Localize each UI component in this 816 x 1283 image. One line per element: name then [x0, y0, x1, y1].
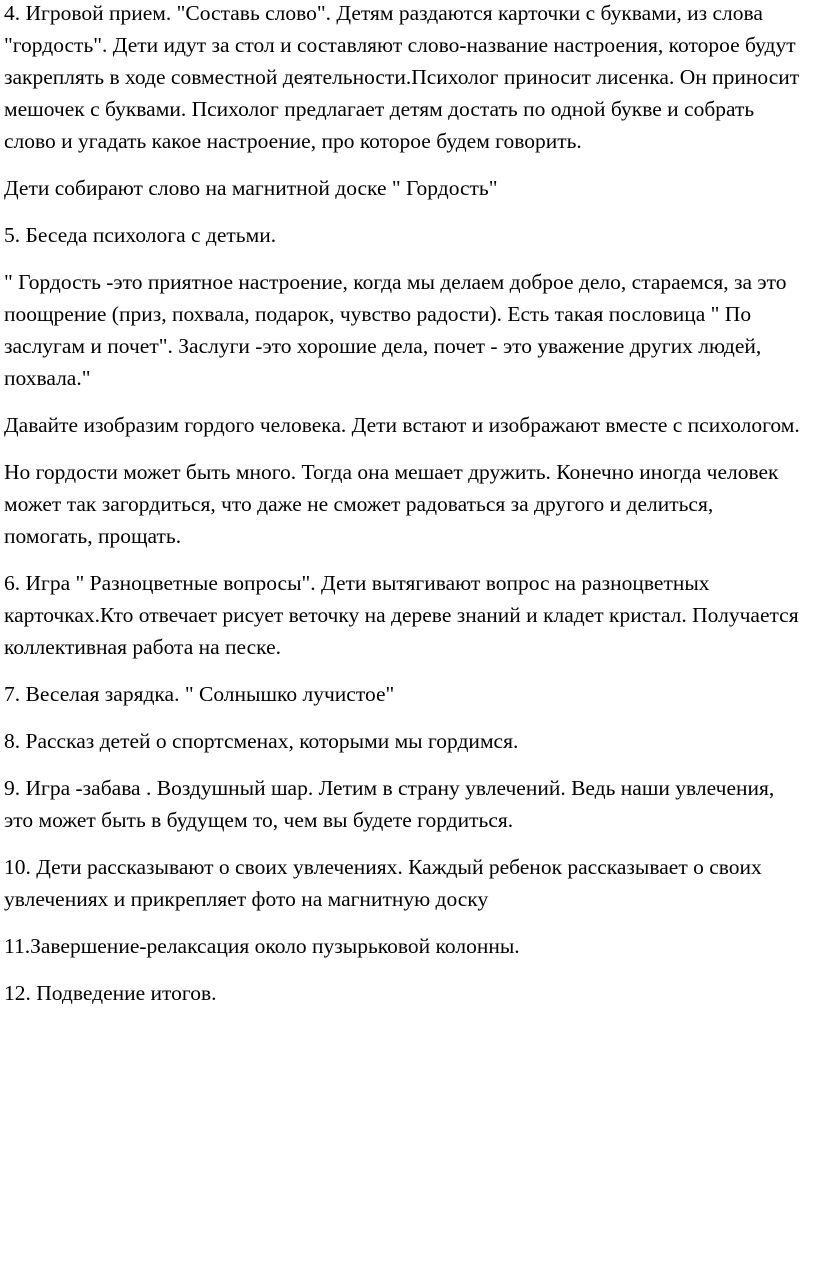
paragraph-too-much-pride: Но гордости может быть много. Тогда она мешает дружить. Конечно иногда человек может так загордиться, что даже не сможет радоваться за другого и делиться, помогать, прощать. [4, 460, 779, 548]
paragraph-athletes-story: 8. Рассказ детей о спортсменах, которыми мы гордимся. [4, 729, 519, 753]
paragraph-pride-definition: " Гордость -это приятное настроение, когда мы делаем доброе дело, стараемся, за это поощрение (приз, похвала, подарок, чувство радости). Есть такая пословица " По заслугам и почет". Заслуги -это хорошие дела, почет - это уважение других людей, похвала." [4, 270, 787, 390]
paragraph-balloon-game: 9. Игра -забава . Воздушный шар. Летим в страну увлечений. Ведь наши увлечения, это может быть в будущем то, чем вы будете гордиться. [4, 776, 775, 832]
paragraph-fun-exercise: 7. Веселая зарядка. " Солнышко лучистое" [4, 682, 395, 706]
paragraph-relaxation: 11.Завершение-релаксация около пузырьковой колонны. [4, 934, 520, 958]
paragraph-psychologist-talk-heading: 5. Беседа психолога с детьми. [4, 223, 277, 247]
paragraph-hobbies-story: 10. Дети рассказывают о своих увлечениях. Каждый ребенок рассказывает о своих увлечениях и прикрепляет фото на магнитную доску [4, 855, 762, 911]
paragraph-summary: 12. Подведение итогов. [4, 981, 217, 1005]
paragraph-depict-proud-person: Давайте изобразим гордого человека. Дети встают и изображают вместе с психологом. [4, 413, 800, 437]
paragraph-colorful-questions-game: 6. Игра " Разноцветные вопросы". Дети вытягивают вопрос на разноцветных карточках.Кто отвечает рисует веточку на дереве знаний и кладет кристал. Получается коллективная работа на песке. [4, 571, 799, 659]
paragraph-magnetic-board: Дети собирают слово на магнитной доске " Гордость" [4, 176, 498, 200]
paragraph-game-compose-word: 4. Игровой прием. "Составь слово". Детям раздаются карточки с буквами, из слова "гордость". Дети идут за стол и составляют слово-название настроения, которое будут закреплять в ходе совместной деятельности.Психолог приносит лисенка. Он приносит мешочек с буквами. Психолог предлагает детям достать по одной букве и собрать слово и угадать какое настроение, про которое будем говорить. [4, 1, 800, 153]
